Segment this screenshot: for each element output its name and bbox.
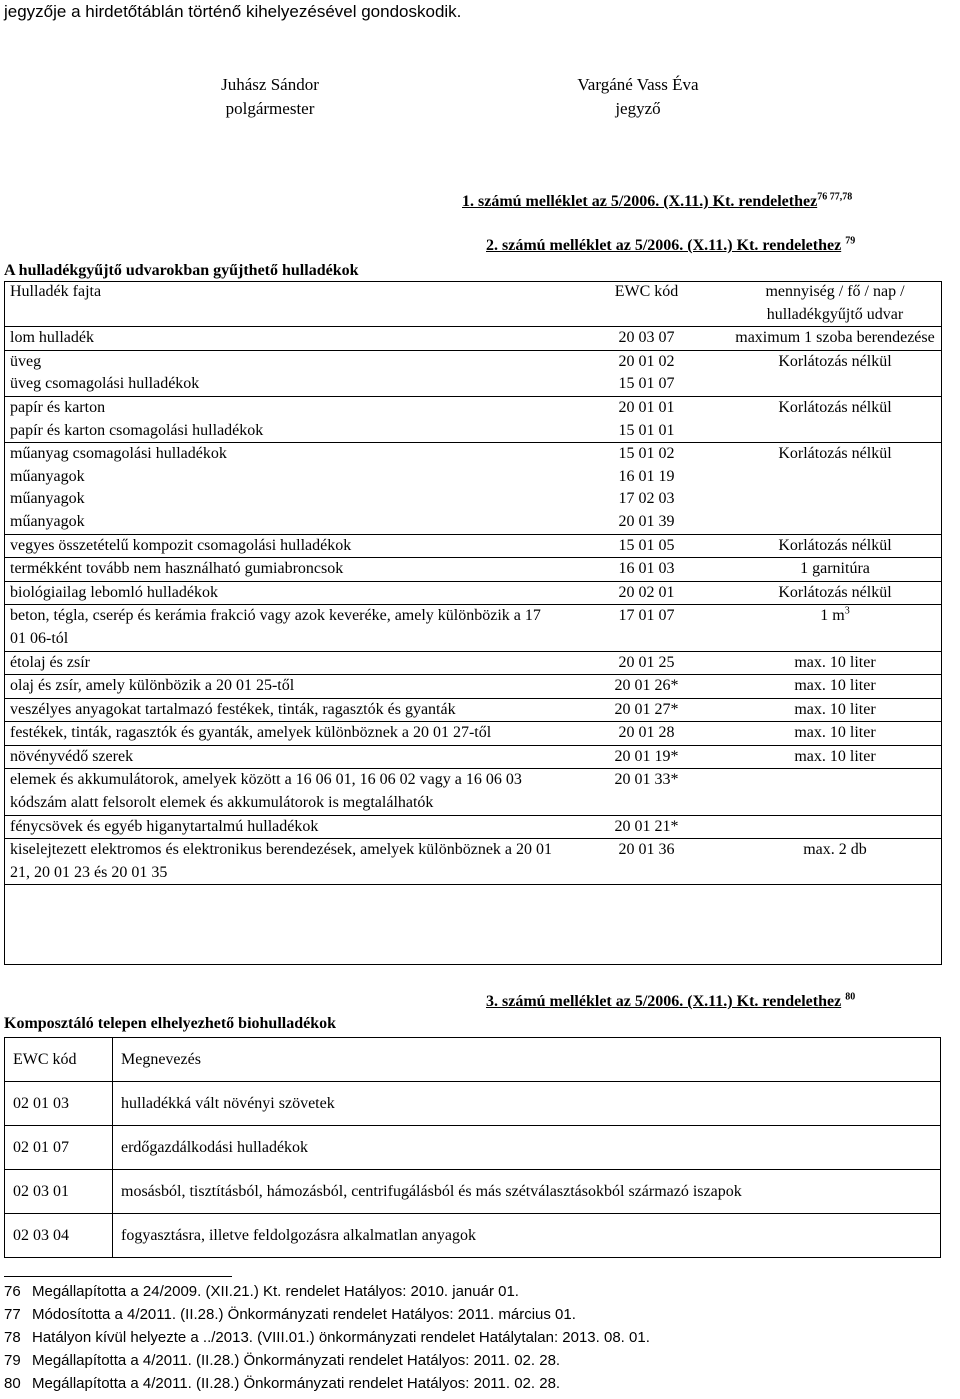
annex2-heading: 2. számú melléklet az 5/2006. (X.11.) Kt. rendelethez $^{79}$ (486, 235, 856, 254)
quantity-cell: max. 2 db (729, 839, 941, 885)
ewc-code-cell: 16 01 03 (564, 558, 729, 582)
footnote (4, 1329, 650, 1346)
table-row (4, 443, 941, 534)
intro-text: jegyzője a hirdetőtáblán történő kihelyezésével gondoskodik. (4, 2, 462, 21)
description-cell: hulladékká vált növényi szövetek (113, 1082, 941, 1126)
footnote (4, 1306, 576, 1323)
waste-type-cell: műanyag csomagolási hulladékok műanyagok műanyagok műanyagok (4, 443, 564, 534)
quantity-cell: 1 $m^3$ (729, 605, 941, 651)
footnote-text: Megállapította a 4/2011. (II.28.) Önkormányzati rendelet Hatályos: 2011. 02. 28. (32, 1375, 561, 1392)
compost-table (4, 1037, 941, 1258)
mayor-name: Juhász Sándor (221, 75, 319, 94)
table-row (5, 1170, 941, 1214)
ewc-code-cell: 20 01 01 15 01 01 (564, 396, 729, 442)
ewc-code-cell: 15 01 02 16 01 19 17 02 03 20 01 39 (564, 443, 729, 534)
quantity-cell (729, 769, 941, 815)
column-header: mennyiség / fő / nap / hulladékgyűjtő udvar (765, 283, 905, 323)
waste-type-cell: festékek, tinták, ragasztók és gyanták, amelyek különböznek a 20 01 27-től (4, 722, 564, 746)
table-row (4, 722, 941, 746)
footnote-text: Módosította a 4/2011. (II.28.) Önkormányzati rendelet Hatályos: 2011. március 01. (32, 1306, 576, 1323)
compost-header-row (5, 1038, 941, 1082)
ewc-code-cell: 15 01 05 (564, 534, 729, 558)
ewc-code-cell: EWC kód (5, 1038, 113, 1082)
footnote (4, 1283, 519, 1300)
ewc-code-cell: 17 01 07 (564, 605, 729, 651)
footnote-number: 79 (4, 1352, 21, 1369)
quantity-cell: Korlátozás nélkül (729, 581, 941, 605)
waste-type-cell: fénycsövek és egyéb higanytartalmú hulladékok (4, 815, 564, 839)
footnote (4, 1352, 560, 1369)
quantity-cell: Korlátozás nélkül (729, 534, 941, 558)
quantity-cell: max. 10 liter (729, 745, 941, 769)
ewc-code-cell: 20 01 27* (564, 698, 729, 722)
description-cell: erdőgazdálkodási hulladékok (113, 1126, 941, 1170)
waste-type-cell: veszélyes anyagokat tartalmazó festékek, tinták, ragasztók és gyanták (4, 698, 564, 722)
table-row (4, 839, 941, 885)
table-row (4, 581, 941, 605)
ewc-code-cell: 02 03 01 (5, 1170, 113, 1214)
quantity-cell: max. 10 liter (729, 651, 941, 675)
waste-type-cell: olaj és zsír, amely különbözik a 20 01 25-től (4, 675, 564, 699)
ewc-code-cell: 02 01 07 (5, 1126, 113, 1170)
waste-type-cell: elemek és akkumulátorok, amelyek között a 16 06 01, 16 06 02 vagy a 16 06 03 kódszám alatt felsorolt elemek és akkumulátorok is megtalálhatók (4, 769, 564, 815)
description-cell: Megnevezés (113, 1038, 941, 1082)
waste-type-cell: vegyes összetételű kompozit csomagolási hulladékok (4, 534, 564, 558)
ewc-code-cell: 20 03 07 (564, 327, 729, 351)
annex1-heading: 1. számú melléklet az 5/2006. (X.11.) Kt. rendelethez$^{76 77,78}$ (462, 191, 853, 210)
table-row (5, 1214, 941, 1258)
ewc-code-cell: 20 01 28 (564, 722, 729, 746)
waste-type-cell: étolaj és zsír (4, 651, 564, 675)
waste-type-cell: papír és karton papír és karton csomagolási hulladékok (4, 396, 564, 442)
quantity-cell: maximum 1 szoba berendezése (729, 327, 941, 351)
column-header: EWC kód (614, 283, 679, 300)
table-row (4, 558, 941, 582)
quantity-cell: max. 10 liter (729, 722, 941, 746)
ewc-code-cell: 20 01 02 15 01 07 (564, 350, 729, 396)
cubic-superscript: 3 (844, 605, 850, 617)
table-row (4, 651, 941, 675)
ewc-code-cell: 20 01 21* (564, 815, 729, 839)
waste-type-cell: növényvédő szerek (4, 745, 564, 769)
footnote-number: 77 (4, 1306, 21, 1323)
waste-header-row (4, 281, 941, 327)
footnote-text: Megállapította a 24/2009. (XII.21.) Kt. rendelet Hatályos: 2010. január 01. (32, 1283, 519, 1300)
waste-table-title: A hulladékgyűjtő udvarokban gyűjthető hulladékok (4, 262, 359, 279)
description-cell: fogyasztásra, illetve feldolgozásra alkalmatlan anyagok (113, 1214, 941, 1258)
compost-table-title: Komposztáló telepen elhelyezhető biohulladékok (4, 1015, 336, 1032)
quantity-cell: Korlátozás nélkül (729, 350, 941, 396)
table-row (4, 396, 941, 442)
quantity-cell (729, 815, 941, 839)
ewc-code-cell: 20 02 01 (564, 581, 729, 605)
waste-type-cell: beton, tégla, cserép és kerámia frakció vagy azok keveréke, amely különbözik a 17 01 06-tól (4, 605, 564, 651)
mayor-signature (190, 73, 350, 121)
table-row (4, 675, 941, 699)
quantity-cell: 1 garnitúra (729, 558, 941, 582)
table-row (4, 698, 941, 722)
waste-type-cell: lom hulladék (4, 327, 564, 351)
quantity-cell: Korlátozás nélkül (729, 443, 941, 534)
waste-type-cell: kiselejtezett elektromos és elektronikus berendezések, amelyek különböznek a 20 01 21, 20 01 23 és 20 01 35 (4, 839, 564, 885)
mayor-title: polgármester (225, 99, 315, 118)
description-cell: mosásból, tisztításból, hámozásból, centrifugálásból és más szétválasztásokból származó iszapok (113, 1170, 941, 1214)
ewc-code-cell: 02 01 03 (5, 1082, 113, 1126)
waste-type-cell: üveg üveg csomagolási hulladékok (4, 350, 564, 396)
footnote-separator (4, 1276, 232, 1277)
footnote (4, 1375, 560, 1392)
table-row (4, 350, 941, 396)
ewc-code-cell: 20 01 25 (564, 651, 729, 675)
footnote-text: Hatályon kívül helyezte a ../2013. (VIII.01.) önkormányzati rendelet Hatálytalan: 2013. 08. 01. (32, 1329, 650, 1346)
annex3-heading: 3. számú melléklet az 5/2006. (X.11.) Kt. rendelethez $^{80}$ (486, 991, 856, 1010)
quantity-cell: max. 10 liter (729, 675, 941, 699)
footnote-number: 76 (4, 1283, 21, 1300)
table-row (4, 815, 941, 839)
table-row (4, 745, 941, 769)
table-row (4, 534, 941, 558)
table-row (5, 1082, 941, 1126)
table-row (4, 327, 941, 351)
waste-table (4, 281, 941, 885)
column-header: Hulladék fajta (10, 283, 102, 300)
notary-name: Vargáné Vass Éva (577, 75, 699, 94)
table-row (5, 1126, 941, 1170)
notary-title: jegyző (615, 99, 661, 118)
footnote-number: 80 (4, 1375, 21, 1392)
footnote-text: Megállapította a 4/2011. (II.28.) Önkormányzati rendelet Hatályos: 2011. 02. 28. (32, 1352, 561, 1369)
ewc-code-cell: 20 01 26* (564, 675, 729, 699)
notary-signature (553, 73, 723, 121)
footnote-number: 78 (4, 1329, 21, 1346)
ewc-code-cell: 20 01 33* (564, 769, 729, 815)
waste-type-cell: biológiailag lebomló hulladékok (4, 581, 564, 605)
waste-type-cell: termékként tovább nem használható gumiabroncsok (4, 558, 564, 582)
ewc-code-cell: 20 01 19* (564, 745, 729, 769)
ewc-code-cell: 20 01 36 (564, 839, 729, 885)
quantity-cell: Korlátozás nélkül (729, 396, 941, 442)
table-row (4, 605, 941, 651)
table-row (4, 769, 941, 815)
quantity-cell: max. 10 liter (729, 698, 941, 722)
ewc-code-cell: 02 03 04 (5, 1214, 113, 1258)
